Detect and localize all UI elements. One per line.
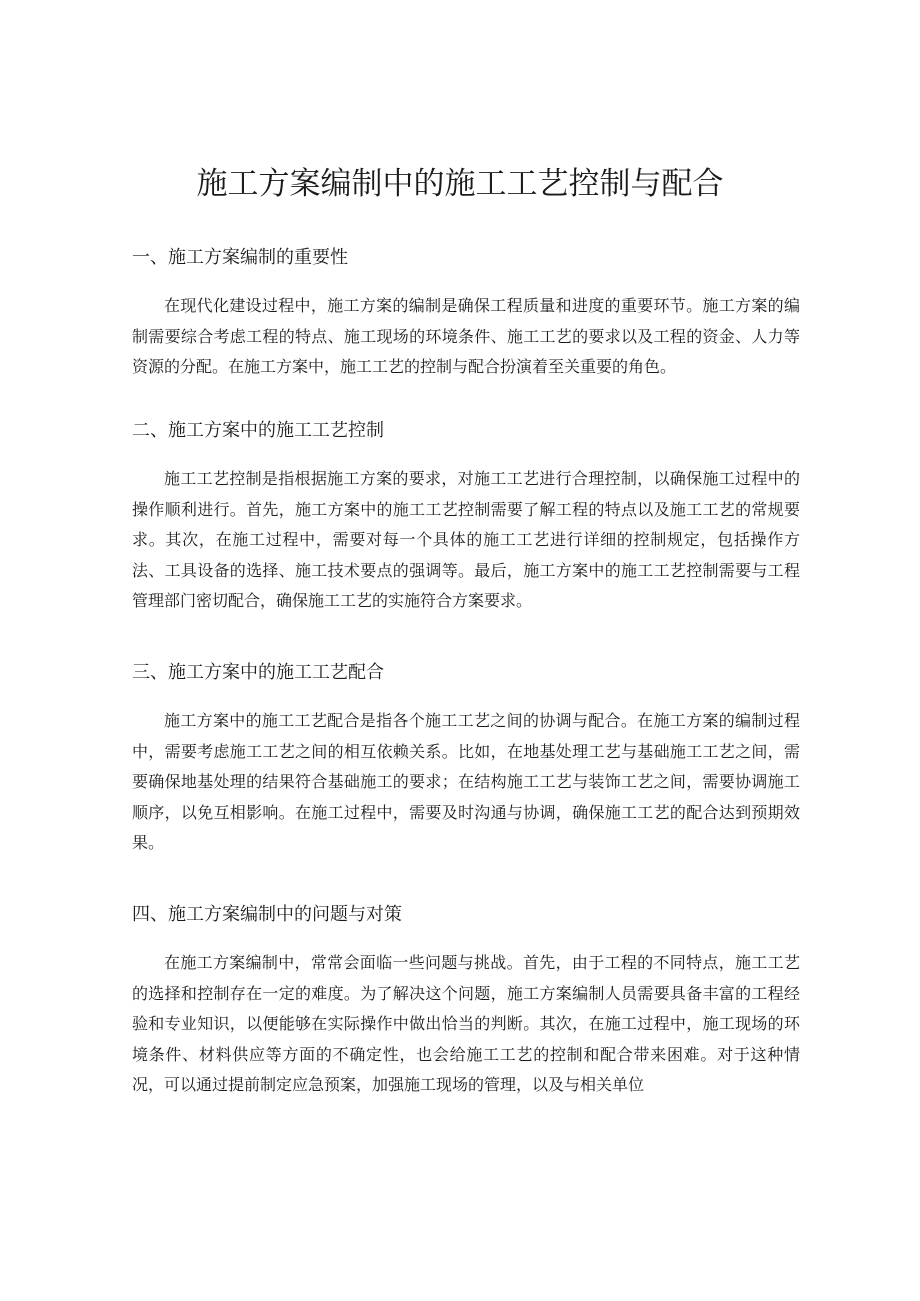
section-heading: 四、施工方案编制中的问题与对策 — [132, 904, 402, 925]
section-importance — [132, 245, 800, 383]
section-heading: 二、施工方案中的施工工艺控制 — [132, 420, 384, 441]
section-paragraph: 在施工方案编制中，常常会面临一些问题与挑战。首先，由于工程的不同特点，施工工艺的选择和控制存在一定的难度。为了解决这个问题，施工方案编制人员需要具备丰富的工程经验和专业知识，以便能够在实际操作中做出恰当的判断。其次，在施工过程中，施工现场的环境条件、材料供应等方面的不确定性，也会给施工工艺的控制和配合带来困难。对于这种情况，可以通过提前制定应急预案，加强施工现场的管理，以及与相关单位 — [132, 953, 800, 1094]
section-paragraph: 施工工艺控制是指根据施工方案的要求，对施工工艺进行合理控制，以确保施工过程中的操作顺利进行。首先，施工方案中的施工工艺控制需要了解工程的特点以及施工工艺的常规要求。其次，在施工过程中，需要对每一个具体的施工工艺进行详细的控制规定，包括操作方法、工具设备的选择、施工技术要点的强调等。最后，施工方案中的施工工艺控制需要与工程管理部门密切配合，确保施工工艺的实施符合方案要求。 — [132, 469, 800, 610]
section-paragraph: 在现代化建设过程中，施工方案的编制是确保工程质量和进度的重要环节。施工方案的编制需要综合考虑工程的特点、施工现场的环境条件、施工工艺的要求以及工程的资金、人力等资源的分配。在施工方案中，施工工艺的控制与配合扮演着至关重要的角色。 — [132, 296, 800, 376]
section-process-coordination — [132, 660, 800, 859]
section-heading: 一、施工方案编制的重要性 — [132, 247, 348, 268]
section-heading: 三、施工方案中的施工工艺配合 — [132, 662, 384, 683]
section-process-control — [132, 418, 800, 617]
document-title: 施工方案编制中的施工工艺控制与配合 — [196, 166, 724, 202]
section-paragraph: 施工方案中的施工工艺配合是指各个施工工艺之间的协调与配合。在施工方案的编制过程中，需要考虑施工工艺之间的相互依赖关系。比如，在地基处理工艺与基础施工工艺之间，需要确保地基处理的结果符合基础施工的要求；在结构施工工艺与装饰工艺之间，需要协调施工顺序，以免互相影响。在施工过程中，需要及时沟通与协调，确保施工工艺的配合达到预期效果。 — [132, 711, 800, 852]
section-problems-countermeasures — [132, 902, 800, 1101]
